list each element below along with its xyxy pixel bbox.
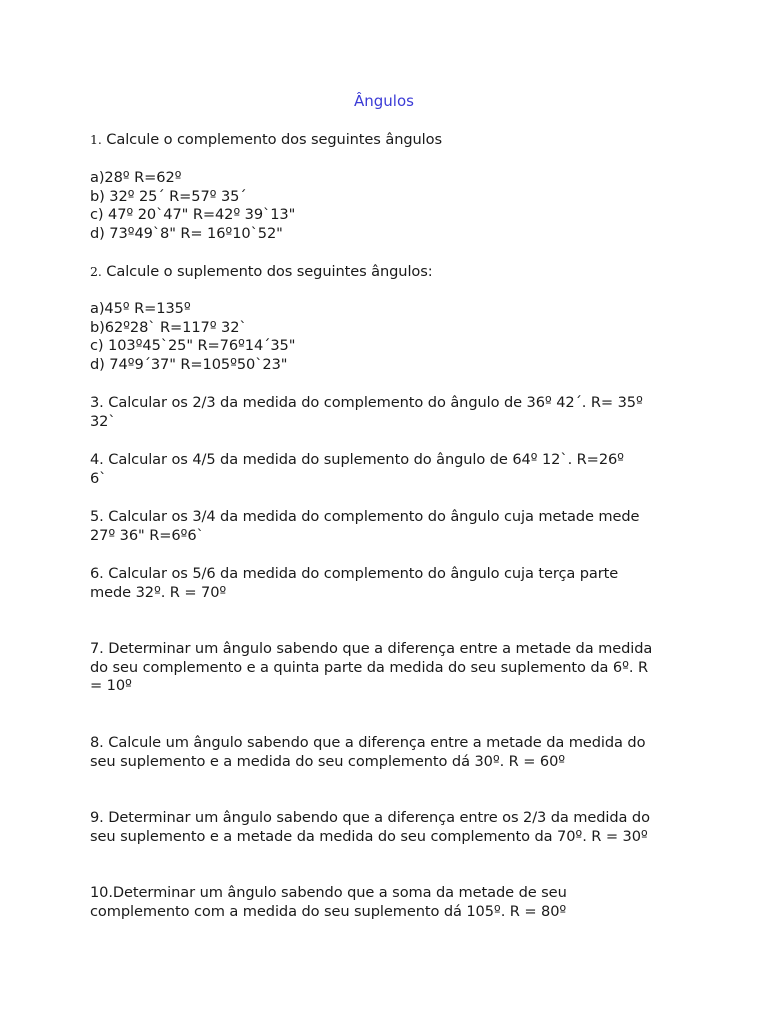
question-1-item-c: c) 47º 20`47" R=42º 39`13" bbox=[90, 206, 296, 223]
question-8-line-1: 8. Calcule um ângulo sabendo que a diferença entre a metade da medida do bbox=[90, 734, 646, 751]
question-4-line-2: 6` bbox=[90, 469, 107, 487]
question-6-line-2: mede 32º. R = 70º bbox=[90, 583, 227, 601]
question-2-statement: Calcule o suplemento dos seguintes ângulos: bbox=[101, 263, 433, 280]
question-1-item-a: a)28º R=62º bbox=[90, 169, 182, 186]
question-2-item-d: d) 74º9´37" R=105º50`23" bbox=[90, 355, 288, 373]
question-8-line-2: seu suplemento e a medida do seu complemento dá 30º. R = 60º bbox=[90, 752, 566, 770]
page-title: Ângulos bbox=[354, 92, 414, 110]
question-2 bbox=[90, 263, 690, 282]
question-5-line-1: 5. Calcular os 3/4 da medida do complemento do ângulo cuja metade mede bbox=[90, 508, 640, 525]
question-2-number: 2. bbox=[90, 264, 102, 279]
question-10-line-1: 10.Determinar um ângulo sabendo que a soma da metade de seu bbox=[90, 884, 567, 901]
question-4-line-1: 4. Calcular os 4/5 da medida do suplemento do ângulo de 64º 12`. R=26º bbox=[90, 451, 624, 468]
question-7-line-2: do seu complemento e a quinta parte da medida do seu suplemento da 6º. R bbox=[90, 658, 648, 676]
question-7-line-1: 7. Determinar um ângulo sabendo que a diferença entre a metade da medida bbox=[90, 640, 653, 657]
question-9-line-1: 9. Determinar um ângulo sabendo que a diferença entre os 2/3 da medida do bbox=[90, 809, 650, 826]
question-8 bbox=[90, 734, 690, 771]
question-5-line-2: 27º 36" R=6º6` bbox=[90, 526, 204, 544]
question-1-statement: Calcule o complemento dos seguintes ângulos bbox=[101, 131, 442, 148]
question-2-item-a: a)45º R=135º bbox=[90, 300, 191, 317]
question-7 bbox=[90, 640, 690, 696]
question-9 bbox=[90, 809, 690, 846]
question-3 bbox=[90, 394, 690, 431]
question-3-line-1: 3. Calcular os 2/3 da medida do complemento do ângulo de 36º 42´. R= 35º bbox=[90, 394, 643, 411]
question-2-items bbox=[90, 300, 690, 374]
question-1-number: 1. bbox=[90, 132, 102, 147]
question-1 bbox=[90, 131, 690, 150]
question-6 bbox=[90, 565, 690, 602]
question-10-line-2: complemento com a medida do seu suplemento dá 105º. R = 80º bbox=[90, 902, 567, 920]
question-1-item-d: d) 73º49`8" R= 16º10`52" bbox=[90, 224, 283, 242]
question-2-heading bbox=[90, 263, 690, 282]
question-9-line-2: seu suplemento e a metade da medida do seu complemento da 70º. R = 30º bbox=[90, 827, 648, 845]
question-10 bbox=[90, 884, 690, 921]
question-4 bbox=[90, 451, 690, 488]
question-1-item-b: b) 32º 25´ R=57º 35´ bbox=[90, 187, 247, 205]
question-6-line-1: 6. Calcular os 5/6 da medida do complemento do ângulo cuja terça parte bbox=[90, 565, 619, 582]
question-2-item-b: b)62º28` R=117º 32` bbox=[90, 318, 247, 336]
question-3-line-2: 32` bbox=[90, 412, 116, 430]
question-1-items bbox=[90, 169, 690, 243]
question-5 bbox=[90, 508, 690, 545]
question-2-item-c: c) 103º45`25" R=76º14´35" bbox=[90, 337, 296, 354]
question-7-line-3: = 10º bbox=[90, 677, 132, 694]
question-1-heading bbox=[90, 131, 690, 150]
